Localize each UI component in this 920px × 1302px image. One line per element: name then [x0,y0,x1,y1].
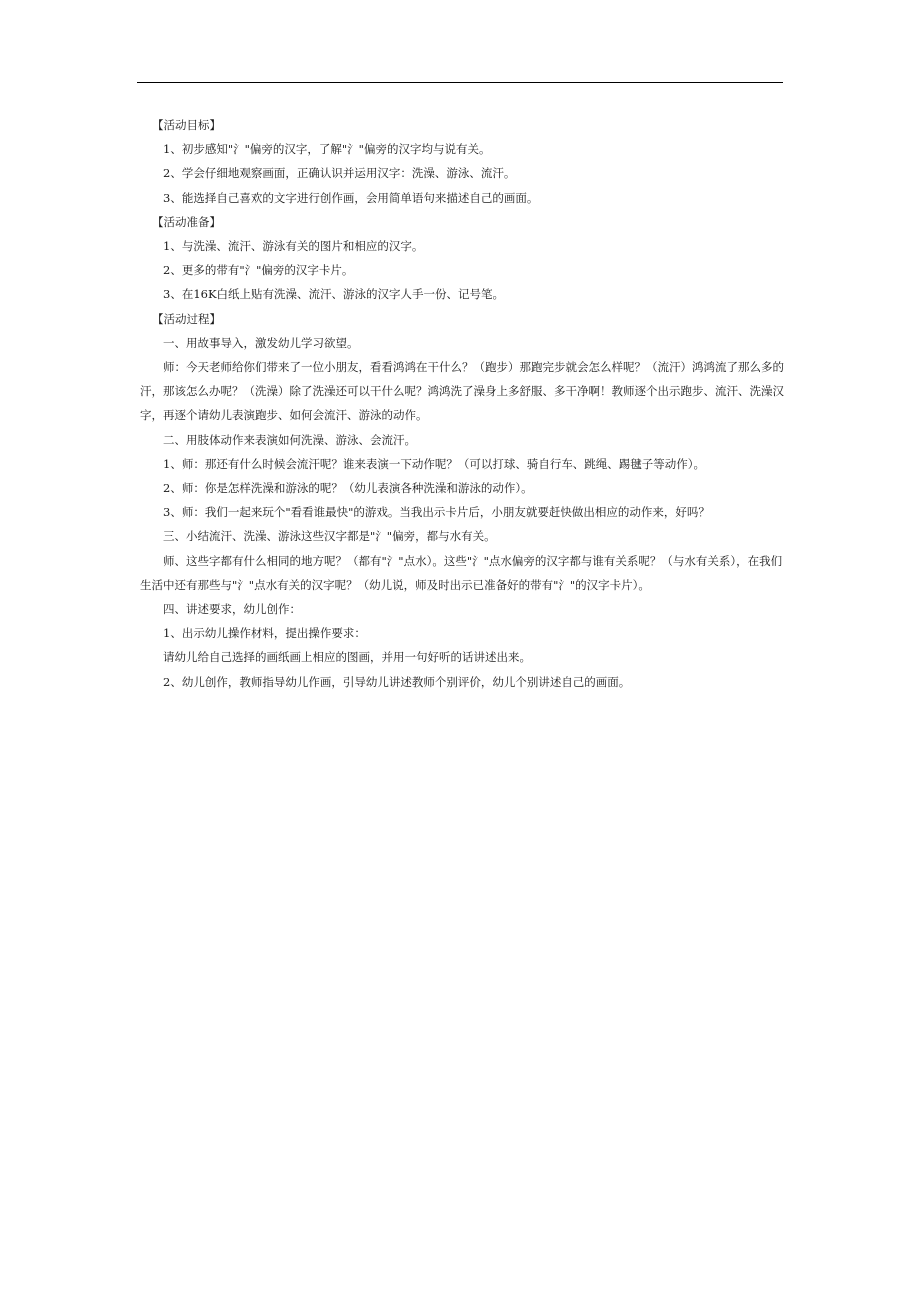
section-heading: 【活动准备】 [152,214,221,229]
document-body [140,113,784,694]
paragraph: 1、与洗澡、流汗、游泳有关的图片和相应的汉字。 [163,239,424,254]
paragraph: 师：今天老师给你们带来了一位小朋友，看看鸿鸿在干什么？（跑步）那跑完步就会怎么样呢？（流汗）鸿鸿流了那么多的汗，那该怎么办呢？（洗澡）除了洗澡还可以干什么呢？鸿鸿洗了澡身上多舒服、多干净啊！教师逐个出示跑步、流汗、洗澡汉字，再逐个请幼儿表演跑步、如何会流汗、游泳的动作。 [140,360,784,423]
paragraph: 三、小结流汗、洗澡、游泳这些汉字都是"氵"偏旁，都与水有关。 [163,529,496,544]
paragraph: 3、在16K白纸上贴有洗澡、流汗、游泳的汉字人手一份、记号笔。 [163,287,505,302]
header-rule [137,82,783,83]
paragraph: 1、师：那还有什么时候会流汗呢？谁来表演一下动作呢？（可以打球、骑自行车、跳绳、踢毽子等动作）。 [163,456,706,471]
section-heading: 【活动目标】 [152,118,221,132]
paragraph: 师、这些字都有什么相同的地方呢？（都有"氵"点水）。这些"氵"点水偏旁的汉字都与谁有关系呢？（与水有关系），在我们生活中还有那些与"氵"点水有关的汉字呢？（幼儿说，师及时出示已准备好的带有"氵"的汉字卡片）。 [140,553,783,592]
section-heading: 【活动过程】 [152,311,221,326]
paragraph: 2、师：你是怎样洗澡和游泳的呢？（幼儿表演各种洗澡和游泳的动作）。 [163,481,533,496]
paragraph: 2、幼儿创作，教师指导幼儿作画，引导幼儿讲述教师个别评价，幼儿个别讲述自己的画面。 [163,674,631,689]
paragraph: 3、能选择自己喜欢的文字进行创作画，会用简单语句来描述自己的画面。 [163,190,539,205]
paragraph: 2、更多的带有"氵"偏旁的汉字卡片。 [163,263,354,278]
paragraph: 1、初步感知"氵"偏旁的汉字，了解"氵"偏旁的汉字均与说有关。 [163,142,491,157]
paragraph: 四、讲述要求，幼儿创作： [163,602,301,617]
paragraph: 3、师：我们一起来玩个"看看谁最快"的游戏。当我出示卡片后，小朋友就要赶快做出相应的动作来，好吗？ [163,505,710,520]
paragraph: 一、用故事导入，激发幼儿学习欲望。 [163,335,359,350]
paragraph: 请幼儿给自己选择的画纸画上相应的图画，并用一句好听的话讲述出来。 [163,650,531,665]
paragraph: 1、出示幼儿操作材料，提出操作要求： [163,626,366,641]
paragraph: 2、学会仔细地观察画面，正确认识并运用汉字：洗澡、游泳、流汗。 [163,166,516,181]
paragraph: 二、用肢体动作来表演如何洗澡、游泳、会流汗。 [163,432,416,447]
